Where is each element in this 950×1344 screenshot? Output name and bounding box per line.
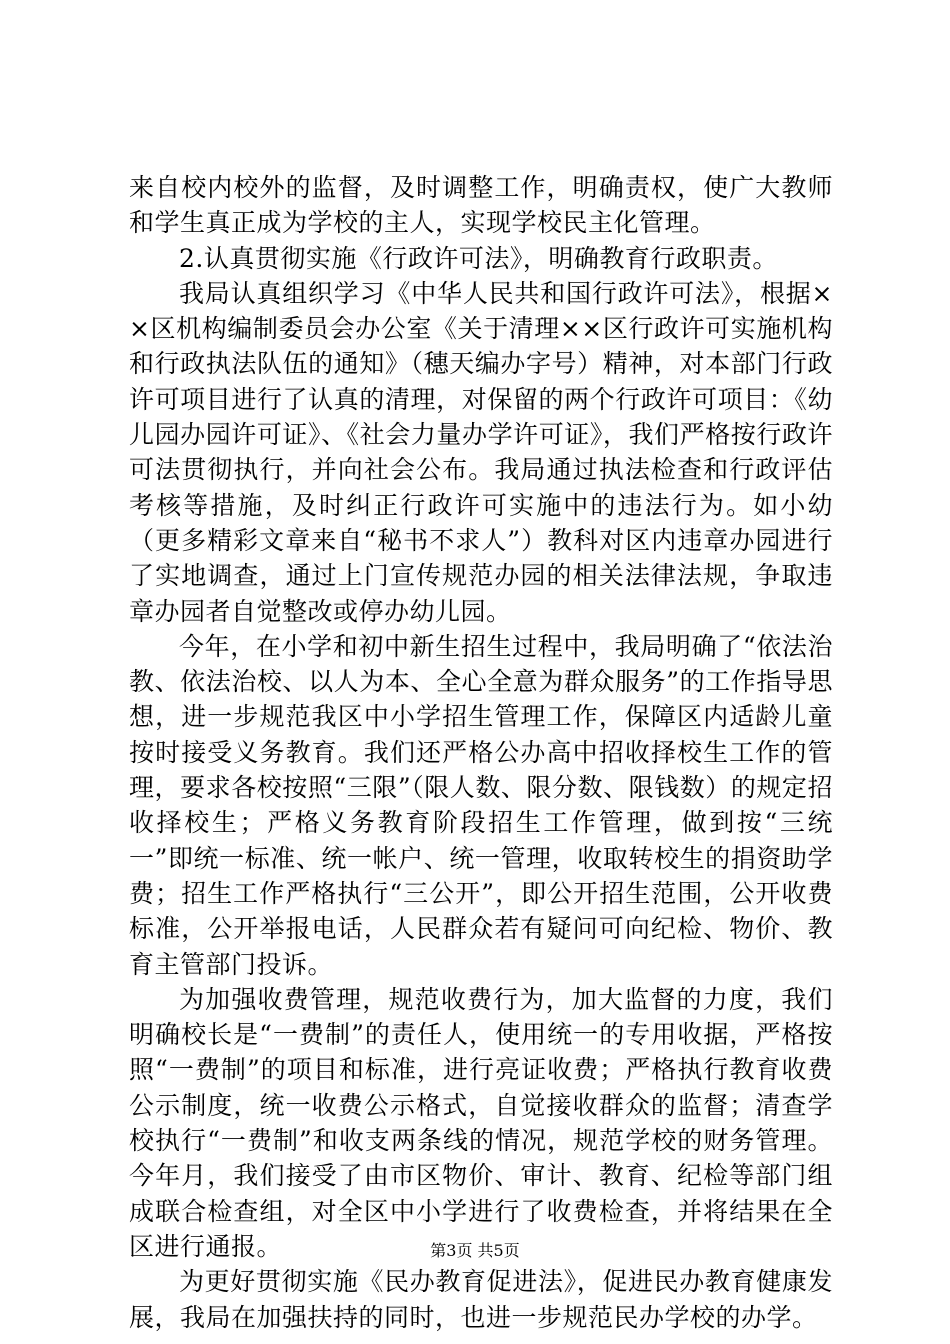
paragraph-3: 我局认真组织学习《中华人民共和国行政许可法》，根据××区机构编制委员会办公室《关于清理××区行政许可实施机构和行政执法队伍的通知》（穗天编办字号）精神，对本部门行政许可项目进行了认真的清理，对保留的两个行政许可项目：《幼儿园办园许可证》、《社会力量办学许可证》，我们严格按行政许可法贯彻执行，并向社会公布。我局通过执法检查和行政评估考核等措施，及时纠正行政许可实施中的违法行为。如小幼（更多精彩文章来自“秘书不求人”）教科对区内违章办园进行了实地调查，通过上门宣传规范办园的相关法律法规，争取违章办园者自觉整改或停办幼儿园。 xyxy=(129,278,833,626)
paragraph-5: 为加强收费管理，规范收费行为，加大监督的力度，我们明确校长是“一费制”的责任人，使用统一的专用收据，严格按照“一费制”的项目和标准，进行亮证收费；严格执行教育收费公示制度，统一收费公示格式，自觉接收群众的监督；清查学校执行“一费制”和收支两条线的情况，规范学校的财务管理。今年月，我们接受了由市区物价、审计、教育、纪检等部门组成联合检查组，对全区中小学进行了收费检查，并将结果在全区进行通报。 xyxy=(129,984,833,1261)
paragraph-1: 来自校内校外的监督，及时调整工作，明确责权，使广大教师和学生真正成为学校的主人，实现学校民主化管理。 xyxy=(129,173,833,238)
paragraph-6: 为更好贯彻实施《民办教育促进法》，促进民办教育健康发展，我局在加强扶持的同时，也进一步规范民办学校的办学。 xyxy=(129,1267,833,1332)
section-heading-2: 2.认真贯彻实施《行政许可法》，明确教育行政职责。 xyxy=(179,243,778,273)
document-body xyxy=(129,170,833,1335)
page-footer: 第3页 共5页 xyxy=(430,1241,520,1260)
paragraph-4: 今年，在小学和初中新生招生过程中，我局明确了“依法治教、依法治校、以人为本、全心全意为群众服务”的工作指导思想，进一步规范我区中小学招生管理工作，保障区内适龄儿童按时接受义务教育。我们还严格公办高中招收择校生工作的管理，要求各校按照“三限”（限人数、限分数、限钱数）的规定招收择校生；严格义务教育阶段招生工作管理，做到按“三统一”即统一标准、统一帐户、统一管理，收取转校生的捐资助学费；招生工作严格执行“三公开”，即公开招生范围，公开收费标准，公开举报电话，人民群众若有疑问可向纪检、物价、教育主管部门投诉。 xyxy=(129,631,833,979)
